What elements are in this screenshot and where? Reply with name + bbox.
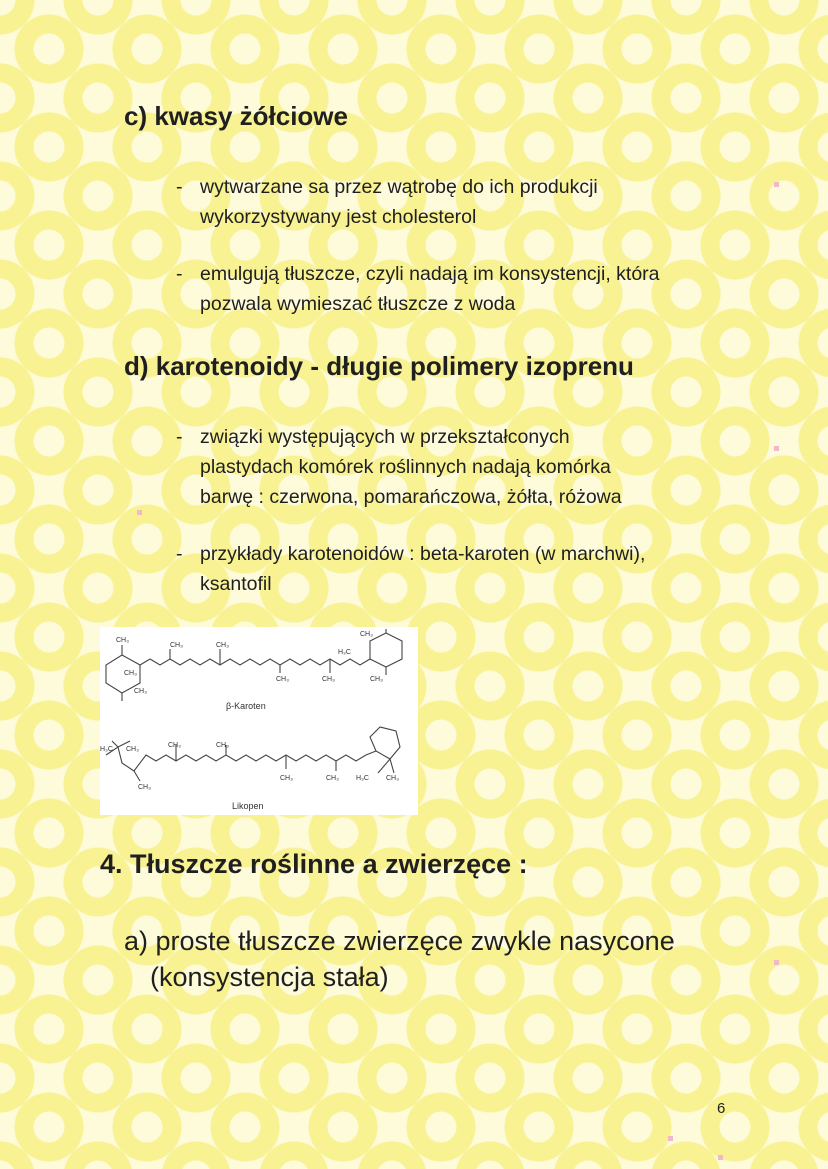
bullet-marker: - — [176, 176, 183, 198]
beta-right-ring — [370, 633, 402, 667]
caption-beta-carotene: β-Karoten — [226, 701, 266, 711]
heading-bile-acids: c) kwasy żółciowe — [124, 101, 348, 131]
heading-carotenoids: d) karotenoidy - długie polimery izoprenu — [124, 351, 634, 381]
group-label: H₃C — [356, 775, 369, 782]
group-label: CH₃ — [116, 637, 129, 644]
group-label: CH₃ — [276, 676, 289, 683]
bullet-line: związki występujących w przekształconych — [200, 426, 570, 448]
group-label: CH₃ — [386, 775, 399, 782]
group-label: CH₃ — [360, 631, 373, 638]
decorative-mark — [137, 510, 142, 515]
group-label: CH₃ — [370, 676, 383, 683]
group-label: CH₃ — [216, 742, 229, 749]
bullet-line: emulgują tłuszcze, czyli nadają im konsystencji, która — [200, 263, 660, 285]
bullet-line: wytwarzane sa przez wątrobę do ich produkcji — [200, 176, 598, 198]
group-label: CH₃ — [216, 642, 229, 649]
decorative-mark — [668, 1136, 673, 1141]
bullet-marker: - — [176, 263, 183, 285]
caption-lycopene: Likopen — [232, 801, 264, 811]
lycopene-right-ring — [370, 727, 400, 759]
carotenoid-structures-figure — [100, 627, 418, 815]
structure-diagram — [100, 627, 418, 815]
bullet-line: plastydach komórek roślinnych nadają komórka — [200, 456, 611, 478]
bullet-line: barwę : czerwona, pomarańczowa, żółta, różowa — [200, 486, 622, 508]
bullet-line: pozwala wymieszać tłuszcze z woda — [200, 293, 516, 315]
decorative-mark — [718, 1155, 723, 1160]
group-label: CH₃ — [168, 742, 181, 749]
decorative-mark — [774, 182, 779, 187]
page-number: 6 — [717, 1100, 726, 1117]
bullet-line: przykłady karotenoidów : beta-karoten (w marchwi), — [200, 543, 646, 565]
bullet-line: ksantofil — [200, 573, 272, 595]
bullet-carotenoid-examples — [200, 539, 645, 599]
bullet-bile-production — [200, 172, 598, 232]
subsection-line: (konsystencja stała) — [150, 962, 389, 992]
decorative-mark — [774, 446, 779, 451]
bullet-bile-emulsify — [200, 259, 660, 319]
subsection-line: a) proste tłuszcze zwierzęce zwykle nasycone — [124, 926, 675, 956]
heading-plant-animal-fats: 4. Tłuszcze roślinne a zwierzęce : — [100, 849, 528, 879]
bullet-marker: - — [176, 426, 183, 448]
group-label: CH₃ — [126, 746, 139, 753]
group-label: CH₃ — [170, 642, 183, 649]
subsection-a-animal-fats — [124, 923, 675, 995]
decorative-mark — [774, 960, 779, 965]
group-label: CH₃ — [322, 676, 335, 683]
group-label: CH₃ — [134, 688, 147, 695]
bullet-carotenoid-compounds — [200, 422, 622, 512]
group-label: CH₃ — [326, 775, 339, 782]
group-label: H₃C — [100, 746, 113, 753]
group-label: CH₃ — [124, 670, 137, 677]
beta-polyene-chain — [150, 659, 370, 665]
group-label: CH₃ — [280, 775, 293, 782]
group-label: H₃C — [338, 649, 351, 656]
group-label: CH₃ — [138, 784, 151, 791]
bullet-line: wykorzystywany jest cholesterol — [200, 206, 477, 228]
bullet-marker: - — [176, 543, 183, 565]
